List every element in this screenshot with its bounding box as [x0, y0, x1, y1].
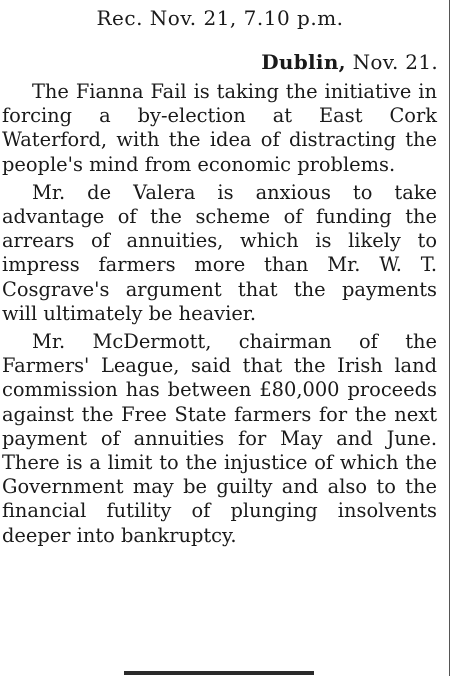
received-timestamp: Rec. Nov. 21, 7.10 p.m.: [96, 6, 344, 30]
dateline-date: Nov. 21.: [352, 50, 438, 74]
bottom-rule: [124, 671, 314, 675]
dateline: [261, 50, 438, 74]
article-paragraph-1: The Fianna Fail is taking the initiative in forcing a by-election at East Cork Waterford, with the idea of distracting the people's mind from economic problems.: [2, 80, 437, 176]
column-rule: [449, 0, 450, 676]
article-paragraph-2: Mr. de Valera is anxious to take advantage of the scheme of funding the arrears of annuities, which is likely to impress farmers more than Mr. W. T. Cosgrave's argument that the payments will ultimately be heavier.: [2, 180, 437, 325]
article-paragraph-3: Mr. McDermott, chairman of the Farmers' League, said that the Irish land commission has between £80,000 proceeds against the Free State farmers for the next payment of annuities for May and June. There is a limit to the injustice of which the Government may be guilty and also to the financial futility of plunging insolvents deeper into bankruptcy.: [2, 330, 437, 547]
article-body: [0, 80, 437, 552]
dateline-city: Dublin,: [261, 50, 346, 74]
